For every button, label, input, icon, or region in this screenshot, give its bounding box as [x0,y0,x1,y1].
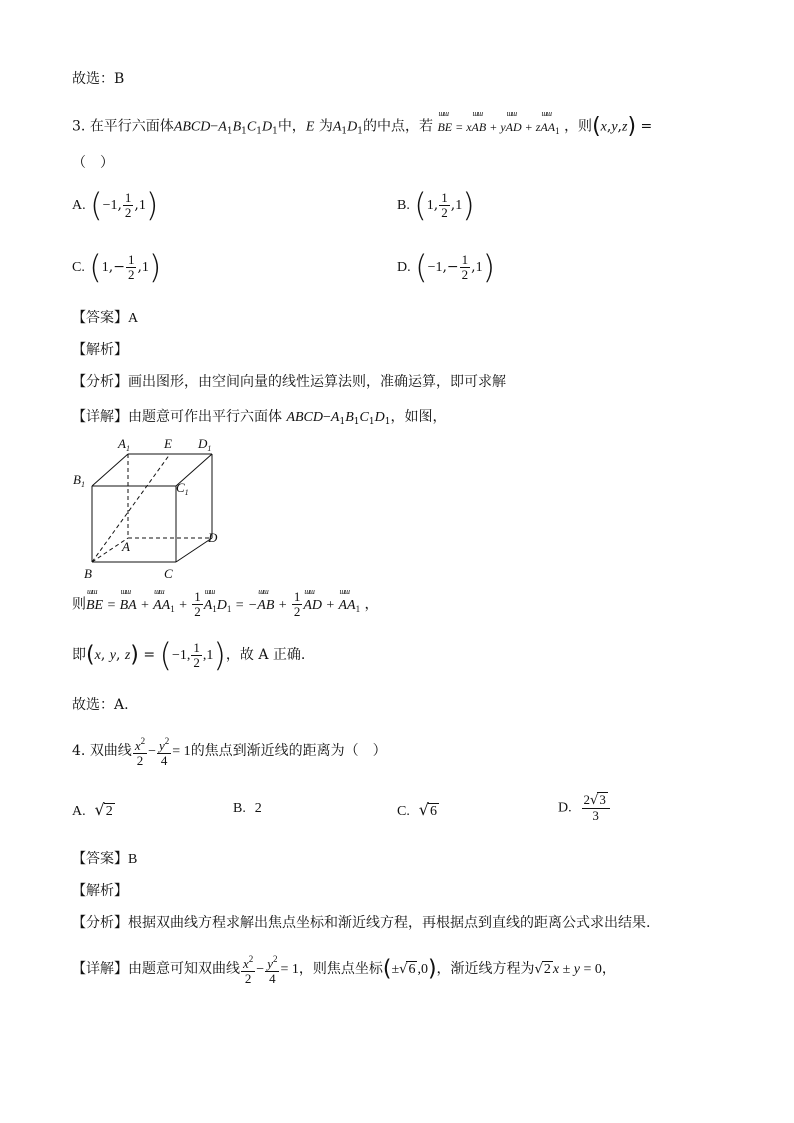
q4-option-b[interactable]: B. 2 [233,801,262,816]
q3-conclusion: 即(x, y, z) = (−1, $\frac{1}{2}$ ,1)，故 A 正确. [72,636,306,674]
q3-solid: ABCD [173,119,211,135]
q3-option-d[interactable]: D. (−1,− $\frac{1}{2}$ ,1) [397,248,496,286]
label-e: E [164,436,172,451]
q3-blank: （ ） [72,155,114,171]
q3-analysis-tag: 【解析】 [72,342,128,358]
label-a1: $A_1$ [118,436,130,453]
segment-b-e [92,454,170,562]
parallelepiped-figure [70,432,240,582]
q3-text-d: 的中点，若 [362,118,433,135]
q4-fenxi: 【分析】根据双曲线方程求解出焦点坐标和渐近线方程，再根据点到直线的距离公式求出结果. [72,915,651,931]
label-b: B [84,566,92,581]
q3-fenxi: 【分析】画出图形，由空间向量的线性运算法则，准确运算，即可求解 [72,374,506,390]
q3-number: 3. [72,118,86,135]
q3-answer: 【答案】A [72,310,139,326]
q3-option-b[interactable]: B. (1, $\frac{1}{2}$ ,1) [397,186,475,224]
q3-option-a[interactable]: A. (−1, $\frac{1}{2}$ ,1) [72,186,159,224]
q3-text-a: 在平行六面体 [89,118,174,135]
q4-analysis-tag: 【解析】 [72,883,128,899]
q3-choice: 故选：A. [72,697,129,713]
q3-text-b: 中， [277,118,306,135]
q4-option-a[interactable]: A. √2 [72,800,113,819]
q4-xiangjie: 【详解】由题意可知双曲线 $\frac{x^2}{2}$ − $\frac{y^2}{4}$ = 1，则焦点坐标(±√6 ,0)，渐近线方程为√2 x ± y = 0， [72,954,616,986]
label-d: D [208,530,218,545]
q3-point-e: E [305,119,315,135]
label-d1: $D_1$ [198,436,212,453]
q3-vector-equation: ɯɯ BE = xɯɯ AB + yɯɯ AD + zɯɯ $AA_1$ [437,120,559,134]
q4-answer: 【答案】B [72,851,138,867]
q4-option-c[interactable]: C. √6 [397,800,437,819]
q3-text-c: 为 [318,118,333,135]
q4-stem: 4. 双曲线 $\frac{x^2}{2}$ − $\frac{y^2}{4}$ = 1的焦点到渐近线的距离为（ ） [72,736,387,768]
q3-xiangjie: 【详解】由题意可作出平行六面体 $ABCD-A_1B_1C_1D_1$，如图， [72,409,447,427]
label-b1: $B_1$ [73,472,85,489]
edge-b1-a1 [92,454,128,486]
edge-c-d [176,538,212,562]
q3-vector-derivation: 则ɯɯ BE = ɯɯ BA + ɯɯ $AA_1$ + $\frac{1}{2}$ ɯɯ $A_1D_1$ = −ɯɯ AB + $\frac{1}{2}$ ɯɯ AD + ɯɯ $AA_1$ ， [72,590,379,619]
label-c: C [164,566,173,581]
q3-text-e: ，则 [564,118,593,135]
q3-stem: 3. 在平行六面体$ABCD-A_1B_1C_1D_1$中，E 为$A_1D_1$的中点，若 ɯɯ BE = xɯɯ AB + yɯɯ AD + zɯɯ $AA_1$ ，则(x,y,z) = [72,114,652,139]
q4-option-d[interactable]: D. $\frac{2√3}{3}$ [558,792,611,823]
prev-choice: 故选：B [72,71,125,87]
label-a: A [122,539,130,554]
q3-option-c[interactable]: C. (1,− $\frac{1}{2}$ ,1) [72,248,162,286]
label-c1: $C_1$ [176,480,189,497]
